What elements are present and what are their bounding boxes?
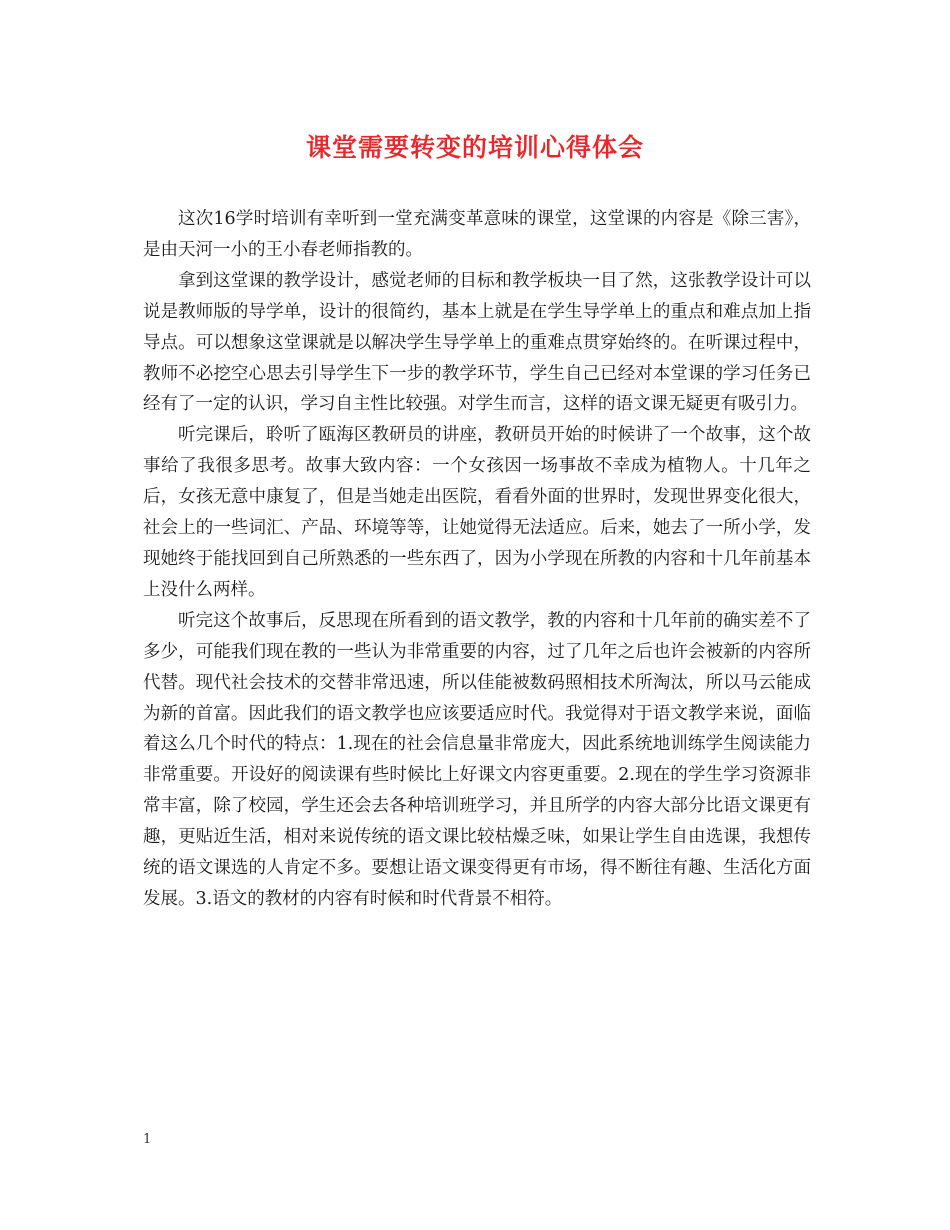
document-body xyxy=(143,204,811,915)
paragraph-4: 听完这个故事后，反思现在所看到的语文教学，教的内容和十几年前的确实差不了多少，可能我们现在教的一些认为非常重要的内容，过了几年之后也许会被新的内容所代替。现代社会技术的交替非常迅速，所以佳能被数码照相技术所淘汰，所以马云能成为新的首富。因此我们的语文教学也应该要适应时代。我觉得对于语文教学来说，面临着这么几个时代的特点：1.现在的社会信息量非常庞大，因此系统地训练学生阅读能力非常重要。开设好的阅读课有些时候比上好课文内容更重要。2.现在的学生学习资源非常丰富，除了校园，学生还会去各种培训班学习，并且所学的内容大部分比语文课更有趣，更贴近生活，相对来说传统的语文课比较枯燥乏味，如果让学生自由选课，我想传统的语文课选的人肯定不多。要想让语文课变得更有市场，得不断往有趣、生活化方面发展。3.语文的教材的内容有时候和时代背景不相符。 xyxy=(143,610,811,909)
page-number: 1 xyxy=(143,1132,152,1147)
paragraph-3: 听完课后，聆听了瓯海区教研员的讲座，教研员开始的时候讲了一个故事，这个故事给了我很多思考。故事大致内容：一个女孩因一场事故不幸成为植物人。十几年之后，女孩无意中康复了，但是当她走出医院，看看外面的世界时，发现世界变化很大，社会上的一些词汇、产品、环境等等，让她觉得无法适应。后来，她去了一所小学，发现她终于能找回到自己所熟悉的一些东西了，因为小学现在所教的内容和十几年前基本上没什么两样。 xyxy=(143,425,811,600)
paragraph-2: 拿到这堂课的教学设计，感觉老师的目标和教学板块一目了然，这张教学设计可以说是教师版的导学单，设计的很简约，基本上就是在学生导学单上的重点和难点加上指导点。可以想象这堂课就是以解决学生导学单上的重难点贯穿始终的。在听课过程中，教师不必挖空心思去引导学生下一步的教学环节，学生自己已经对本堂课的学习任务已经有了一定的认识，学习自主性比较强。对学生而言，这样的语文课无疑更有吸引力。 xyxy=(143,270,811,415)
document-title: 课堂需要转变的培训心得体会 xyxy=(305,133,644,162)
paragraph-1: 这次16学时培训有幸听到一堂充满变革意味的课堂，这堂课的内容是《除三害》，是由天河一小的王小春老师指教的。 xyxy=(143,209,811,260)
